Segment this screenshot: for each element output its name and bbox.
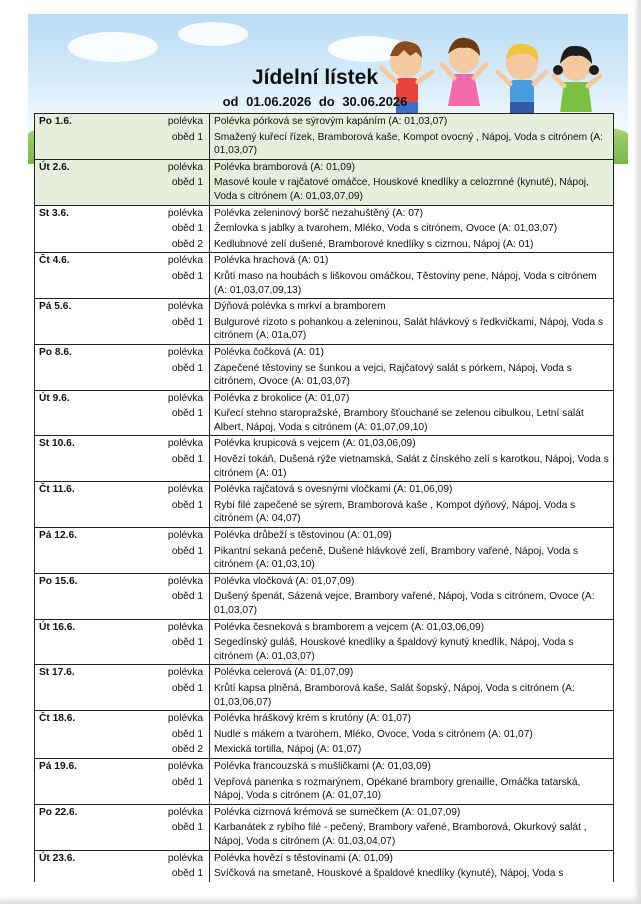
day-label: Út 2.6. <box>35 159 146 175</box>
day-label-empty <box>35 742 146 758</box>
day-label: Čt 4.6. <box>35 253 146 269</box>
course-label: oběd 1 <box>145 635 210 665</box>
course-label: polévka <box>145 665 210 681</box>
meal-description: Rybí filé zapečené se sýrem, Bramborová kaše , Kompot dýňový, Nápoj, Voda s citrónem (A: 04,07) <box>210 498 614 528</box>
day-label-empty <box>35 406 146 436</box>
day-label: Út 23.6. <box>35 850 146 866</box>
day-label-empty <box>35 820 146 850</box>
menu-row <box>35 573 614 589</box>
meal-description: Polévka cizrnová krémová se sumečkem (A: 01,07,09) <box>210 804 614 820</box>
menu-row <box>35 619 614 635</box>
meal-description: Smažený kuřecí řízek, Bramborová kaše, Kompot ovocný , Nápoj, Voda s citrónem (A: 01,03,07) <box>210 130 614 160</box>
meal-description: Polévka drůbeží s těstovinou (A: 01,09) <box>210 528 614 544</box>
course-label: polévka <box>145 205 210 221</box>
day-label: Pá 12.6. <box>35 528 146 544</box>
course-label: polévka <box>145 619 210 635</box>
course-label: polévka <box>145 390 210 406</box>
course-label: oběd 1 <box>145 589 210 619</box>
course-label: oběd 2 <box>145 742 210 758</box>
meal-description: Dušený špenát, Sázená vejce, Brambory vařené, Nápoj, Voda s citrónem, Ovoce (A: 01,03,07) <box>210 589 614 619</box>
day-label-empty <box>35 635 146 665</box>
meal-description: Kedlubnové zelí dušené, Bramborové knedlíky s cizrnou, Nápoj (A: 01) <box>210 237 614 253</box>
menu-row <box>35 742 614 758</box>
date-from-label: od <box>222 94 239 109</box>
menu-row <box>35 482 614 498</box>
course-label: oběd 1 <box>145 866 210 882</box>
day-label: Čt 11.6. <box>35 482 146 498</box>
day-label-empty <box>35 866 146 882</box>
menu-row <box>35 665 614 681</box>
course-label: oběd 1 <box>145 452 210 482</box>
course-label: oběd 2 <box>145 237 210 253</box>
menu-row <box>35 498 614 528</box>
meal-description: Polévka krupicová s vejcem (A: 01,03,06,09) <box>210 436 614 452</box>
menu-row <box>35 237 614 253</box>
meal-description: Mexická tortilla, Nápoj (A: 01,07) <box>210 742 614 758</box>
course-label: oběd 1 <box>145 727 210 743</box>
menu-row <box>35 269 614 299</box>
menu-row <box>35 114 614 130</box>
menu-row <box>35 436 614 452</box>
course-label: oběd 1 <box>145 315 210 345</box>
meal-description: Krůtí maso na houbách s liškovou omáčkou, Těstoviny pene, Nápoj, Voda s citrónem (A: 01,03,07,09,13) <box>210 269 614 299</box>
day-label-empty <box>35 727 146 743</box>
day-label-empty <box>35 544 146 574</box>
date-range <box>210 94 420 109</box>
day-label: Út 9.6. <box>35 390 146 406</box>
day-label-empty <box>35 269 146 299</box>
meal-description: Žemlovka s jablky a tvarohem, Mléko, Voda s citrónem, Ovoce (A: 01,03,07) <box>210 221 614 237</box>
day-label: St 10.6. <box>35 436 146 452</box>
course-label: polévka <box>145 804 210 820</box>
meal-description: Nudle s mákem a tvarohem, Mléko, Ovoce, Voda s citrónem (A: 01,07) <box>210 727 614 743</box>
day-label-empty <box>35 175 146 205</box>
day-label-empty <box>35 498 146 528</box>
menu-table <box>34 113 614 882</box>
menu-row <box>35 820 614 850</box>
course-label: polévka <box>145 299 210 315</box>
course-label: oběd 1 <box>145 681 210 711</box>
meal-description: Polévka česneková s bramborem a vejcem (A: 01,03,06,09) <box>210 619 614 635</box>
meal-description: Polévka hovězí s těstovinami (A: 01,09) <box>210 850 614 866</box>
day-label: Po 15.6. <box>35 573 146 589</box>
course-label: oběd 1 <box>145 361 210 391</box>
meal-description: Vepřová panenka s rozmarýnem, Opékané brambory grenaille, Omáčka tatarská, Nápoj, Voda s citrónem (A: 01,07,10) <box>210 775 614 805</box>
menu-row <box>35 589 614 619</box>
menu-row <box>35 635 614 665</box>
menu-row <box>35 406 614 436</box>
meal-description: Polévka vločková (A: 01,07,09) <box>210 573 614 589</box>
menu-row <box>35 221 614 237</box>
course-label: polévka <box>145 114 210 130</box>
course-label: oběd 1 <box>145 221 210 237</box>
date-to: 30.06.2026 <box>342 94 408 109</box>
meal-description: Svíčková na smetaně, Houskové a špaldové knedlíky (kynuté), Nápoj, Voda s <box>210 866 614 882</box>
course-label: oběd 1 <box>145 406 210 436</box>
meal-description: Polévka celerová (A: 01,07,09) <box>210 665 614 681</box>
meal-description: Masové koule v rajčatové omáčce, Houskové knedlíky a celozrnné (kynuté), Nápoj, Voda s citrónem (A: 01,03,07,09) <box>210 175 614 205</box>
meal-description: Polévka bramborová (A: 01,09) <box>210 159 614 175</box>
meal-description: Polévka čočková (A: 01) <box>210 344 614 360</box>
day-label-empty <box>35 221 146 237</box>
meal-description: Polévka hrachová (A: 01) <box>210 253 614 269</box>
day-label-empty <box>35 681 146 711</box>
menu-row <box>35 361 614 391</box>
meal-description: Kuřecí stehno staropražské, Brambory šťouchané se zelenou cibulkou, Letní salát Albert, Nápoj, Voda s citrónem (A: 01,07,09,10) <box>210 406 614 436</box>
meal-description: Polévka z brokolice (A: 01,07) <box>210 390 614 406</box>
menu-row <box>35 299 614 315</box>
meal-description: Zapečené těstoviny se šunkou a vejci, Rajčatový salát s pórkem, Nápoj, Voda s citrónem, Ovoce (A: 01,03,07) <box>210 361 614 391</box>
course-label: polévka <box>145 711 210 727</box>
course-label: oběd 1 <box>145 820 210 850</box>
menu-row <box>35 390 614 406</box>
day-label: Po 1.6. <box>35 114 146 130</box>
menu-row <box>35 175 614 205</box>
day-label: St 3.6. <box>35 205 146 221</box>
course-label: polévka <box>145 253 210 269</box>
menu-row <box>35 775 614 805</box>
day-label-empty <box>35 452 146 482</box>
menu-row <box>35 758 614 774</box>
menu-row <box>35 544 614 574</box>
meal-description: Polévka francouzská s mušličkami (A: 01,03,09) <box>210 758 614 774</box>
page-title: Jídelní lístek <box>251 66 379 89</box>
course-label: polévka <box>145 573 210 589</box>
day-label: Po 22.6. <box>35 804 146 820</box>
menu-row <box>35 253 614 269</box>
day-label-empty <box>35 130 146 160</box>
day-label: Pá 5.6. <box>35 299 146 315</box>
meal-description: Polévka rajčatová s ovesnými vločkami (A: 01,06,09) <box>210 482 614 498</box>
meal-description: Dýňová polévka s mrkví a bramborem <box>210 299 614 315</box>
meal-description: Polévka pórková se sýrovým kapáním (A: 01,03,07) <box>210 114 614 130</box>
course-label: oběd 1 <box>145 175 210 205</box>
date-from: 01.06.2026 <box>246 94 312 109</box>
course-label: oběd 1 <box>145 775 210 805</box>
meal-description: Segedínský guláš, Houskové knedlíky a špaldový kynutý knedlík, Nápoj, Voda s citrónem (A: 01,03,07) <box>210 635 614 665</box>
course-label: polévka <box>145 159 210 175</box>
day-label: St 17.6. <box>35 665 146 681</box>
menu-row <box>35 681 614 711</box>
menu-row <box>35 850 614 866</box>
meal-description: Polévka hráškový krém s krutóny (A: 01,07) <box>210 711 614 727</box>
menu-row <box>35 711 614 727</box>
course-label: polévka <box>145 850 210 866</box>
menu-row <box>35 727 614 743</box>
menu-row <box>35 866 614 882</box>
day-label-empty <box>35 589 146 619</box>
meal-description: Bulgurové rizoto s pohankou a zeleninou, Salát hlávkový s ředkvičkami, Nápoj, Voda s citrónem (A: 01a,07) <box>210 315 614 345</box>
meal-description: Karbanátek z rybího filé - pečený, Brambory vařené, Bramborová, Okurkový salát , Nápoj, Voda s citrónem (A: 01,03,04,07) <box>210 820 614 850</box>
day-label: Po 8.6. <box>35 344 146 360</box>
course-label: polévka <box>145 482 210 498</box>
day-label: Pá 19.6. <box>35 758 146 774</box>
day-label: Čt 18.6. <box>35 711 146 727</box>
menu-row <box>35 315 614 345</box>
date-to-label: do <box>318 94 335 109</box>
course-label: oběd 1 <box>145 498 210 528</box>
course-label: polévka <box>145 436 210 452</box>
menu-row <box>35 452 614 482</box>
menu-row <box>35 528 614 544</box>
course-label: oběd 1 <box>145 269 210 299</box>
course-label: oběd 1 <box>145 544 210 574</box>
course-label: polévka <box>145 528 210 544</box>
menu-row <box>35 344 614 360</box>
meal-description: Krůtí kapsa plněná, Bramborová kaše, Salát šopský, Nápoj, Voda s citrónem (A: 01,03,06,07) <box>210 681 614 711</box>
course-label: polévka <box>145 344 210 360</box>
meal-description: Pikantní sekaná pečeně, Dušené hlávkové zelí, Brambory vařené, Nápoj, Voda s citrónem (A: 01,03,10) <box>210 544 614 574</box>
day-label-empty <box>35 775 146 805</box>
menu-row <box>35 804 614 820</box>
menu-row <box>35 159 614 175</box>
course-label: polévka <box>145 758 210 774</box>
meal-description: Polévka zeleninový boršč nezahuštěný (A: 07) <box>210 205 614 221</box>
day-label-empty <box>35 315 146 345</box>
menu-row <box>35 130 614 160</box>
day-label-empty <box>35 237 146 253</box>
day-label: Út 16.6. <box>35 619 146 635</box>
title-block <box>210 66 420 109</box>
meal-description: Hovězí tokáň, Dušená rýže vietnamská, Salát z čínského zelí s karotkou, Nápoj, Voda s citrónem (A: 01) <box>210 452 614 482</box>
menu-row <box>35 205 614 221</box>
course-label: oběd 1 <box>145 130 210 160</box>
day-label-empty <box>35 361 146 391</box>
